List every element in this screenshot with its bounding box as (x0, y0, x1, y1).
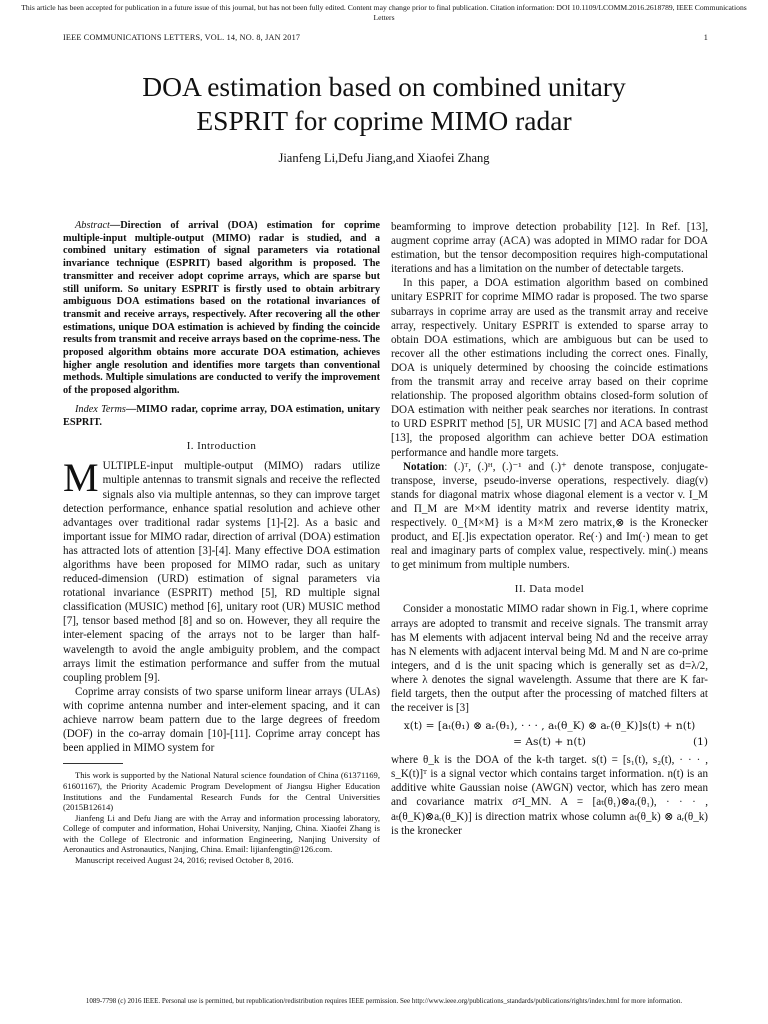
right-column (391, 220, 708, 838)
page-number: 1 (703, 33, 708, 42)
index-terms-text: —MIMO radar, coprime array, DOA estimation, unitary ESPRIT. (63, 403, 380, 428)
left-column (63, 220, 380, 866)
copyright-footer: 1089-7798 (c) 2016 IEEE. Personal use is permitted, but republication/redistribution requires IEEE permission. See http://www.ieee.org/publications_standards/publications/rights/index.html for more information. (85, 997, 683, 1005)
drop-cap: M (63, 455, 99, 501)
abstract-text: —Direction of arrival (DOA) estimation for coprime multiple-input multiple-output (MIMO) radar is studied, and a combined unitary estimation of signal parameters via rotational invariance technique (ESPRIT) based algorithm is proposed. The transmitter and receiver adopt coprime arrays, which are sparse but still uniform. So unitary ESPRIT is firstly used to obtain arbitrary ambiguous DOA estimations based on the rotational invariances of transmit and receive arrays, respectively. After recovering all the other estimations, unique DOA estimation is achieved by finding the coincide results from transmit and receive arrays based on the coprime-ness. The proposed algorithm obtains more accurate DOA estimation, achieves higher angle resolution and identifies more targets than conventional methods. Multiple simulations are conducted to verify the improvement of the proposed algorithm. (63, 220, 380, 397)
paper-title (40, 70, 728, 138)
right-paragraph-1: beamforming to improve detection probability [12]. In Ref. [13], augment coprime array (ACA) was adopted in MIMO radar for DOA estimation, but the tensor decomposition requires high-computational iterations and has a limitation on the number of detectable targets. (391, 221, 708, 276)
equation-line-2: = As(t) + n(t) (513, 736, 586, 749)
model-paragraph-1: Consider a monostatic MIMO radar shown in Fig.1, where coprime arrays are adopted to transmit and receive signals. The transmit array has M elements with adjacent interval being Nd and the receive array has N elements with adjacent interval being Md. M and N are co-prime integers, and d is the unit spacing which is generally set as d=λ/2, where λ denotes the signal wavelength. Assume that there are K far-field targets, then the output after the processing of matched filters at the receiver is [3] (391, 603, 708, 715)
running-header (63, 33, 708, 42)
notation-text: : (.)ᵀ, (.)ᴴ, (.)⁻¹ and (.)⁺ denote transpose, conjugate-transpose, inverse, pseudo-inverse operations, respectively. diag(v) stands for diagonal matrix whose diagonal element is a vector v. I_M and Π_M are M×M identity matrix and reverse identity matrix, respectively. 0_{M×M} is a M×M zero matrix,⊗ is the Kronecker product, and E[.]is expectation operator. Re(·) and Im(·) mean to get real and imaginary parts of complex value, respectively. min(.) means to get minimum from multiple numbers. (391, 460, 708, 572)
index-terms (63, 404, 380, 429)
journal-header: IEEE COMMUNICATIONS LETTERS, VOL. 14, NO. 8, JAN 2017 (63, 33, 301, 42)
footnote-funding: This work is supported by the National Natural science foundation of China (61371169, 61601167), the Priority Academic Program Development of Jiangsu Higher Education Institutions and the Fundamental Research Funds for the Central Universities (2015B12614) (63, 770, 380, 813)
section-heading-introduction: I. Introduction (186, 440, 257, 453)
notation-label: Notation (403, 460, 445, 473)
footnote-rule (63, 763, 123, 764)
intro-paragraph-1 (63, 455, 380, 685)
equation-line-1: x(t) = [aₜ(θ₁) ⊗ aᵣ(θ₁), · · · , aₜ(θ_K) ⊗ aᵣ(θ_K)]s(t) + n(t) (403, 720, 696, 733)
section-heading-data-model: II. Data model (514, 583, 585, 596)
notation-paragraph (391, 460, 708, 573)
author-list: Jianfeng Li,Defu Jiang,and Xiaofei Zhang (278, 151, 490, 165)
abstract (63, 220, 380, 398)
right-paragraph-2: In this paper, a DOA estimation algorithm based on combined unitary ESPRIT for coprime MIMO radar is proposed. The two sparse subarrays in coprime array are used as the transmit array and receive array, respectively. Unitary ESPRIT is extended to sparse array to obtain DOA estimations, which are ambiguous but can be used to recover all the other estimations including the correct ones. Finally, DOA is uniquely determined by choosing the coincide estimations from the transmit array and receive array based on their coprime relationship. The proposed algorithm obtains closed-form solution of DOA estimation with neither peak searches nor iterations. In contrast to URD ESPRIT method [5], UR MUSIC [7] and ACA based method [13], the proposed algorithm can achieve better DOA estimation performance and handle more targets. (391, 277, 708, 459)
equation-1 (391, 718, 708, 750)
title-line-1: DOA estimation based on combined unitary (142, 71, 626, 102)
intro-paragraph-2: Coprime array consists of two sparse uniform linear arrays (ULAs) with coprime antenna number and inter-element spacing, and it can achieve narrow beam pattern due to the large degrees of freedom (DOF) in the co-array domain [10]-[11]. Coprime array concept has been applied in MIMO system for (63, 685, 380, 755)
abstract-label: Abstract (75, 220, 110, 231)
title-line-2: ESPRIT for coprime MIMO radar (196, 105, 572, 136)
intro-paragraph-1-text: ULTIPLE-input multiple-output (MIMO) radars utilize multiple antennas to transmit signals and receive the reflected signals also via multiple antennas, so they can improve target detection performance, enhance spatial resolution and achieve other advantages over traditional radar systems [1]-[2]. As a basic and important issue for MIMO radar, direction of arrival (DOA) estimation has attracted lots of attention [3]-[4]. Many effective DOA estimation algorithms have been proposed for MIMO radar, such as unitary reduced-dimension (URD) estimation of signal parameters via rotational invariance (ESPRIT) method [5], RD multiple signal classification (MUSIC) method [6], unitary root (UR) MUSIC method [7], tensor based method [8] and so on. However, they all require the inter-element spacing of the arrays not to be larger than half-wavelength to avoid the angle ambiguity problem, and the compact arrays limit the estimation performance and suffer from the mutual coupling problem [9]. (63, 460, 380, 684)
footnote-affiliations: Jianfeng Li and Defu Jiang are with the Array and information processing laboratory, College of computer and information, Hohai University, Nanjing, China. Xiaofei Zhang is with the College of Electronic and information Engineering, Nanjing University of Aeronautics and Astronautics, Nanjing, China. Email: lijianfengtin@126.com. (63, 812, 380, 855)
equation-number: (1) (692, 736, 708, 749)
model-paragraph-2: where θ_k is the DOA of the k-th target. s(t) = [s₁(t), s₂(t), · · · , s_K(t)]ᵀ is a signal vector which contains target information. n(t) is an additive white Gaussian noise (AWGN) vector, which has zero mean and covariance matrix σ²I_MN. A = [aₜ(θ₁)⊗aᵣ(θ₁), · · · , aₜ(θ_K)⊗aᵣ(θ_K)] is direction matrix whose column aₜ(θ_k) ⊗ aᵣ(θ_k) is the kronecker (391, 754, 708, 837)
publication-notice: This article has been accepted for publication in a future issue of this journal, but has not been fully edited. Content may change prior to final publication. Citation information: DOI 10.1109/LCOMM.2016.2618789, IEEE Communications Letters (21, 3, 747, 22)
index-terms-label: Index Terms (75, 403, 126, 415)
footnote-manuscript: Manuscript received August 24, 2016; revised October 8, 2016. (75, 855, 294, 866)
